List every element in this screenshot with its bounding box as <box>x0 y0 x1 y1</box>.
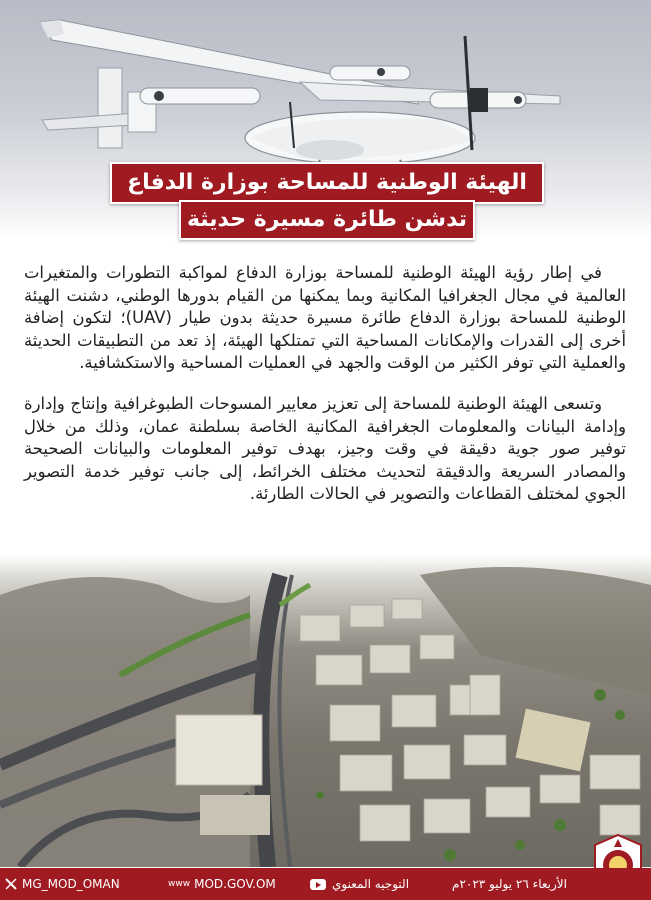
footer-bar <box>0 868 651 900</box>
aerial-city-illustration <box>0 555 651 867</box>
website-text: MOD.GOV.OM <box>194 877 276 891</box>
website-link[interactable] <box>168 868 276 900</box>
website-prefix: www <box>168 879 191 889</box>
article-paragraph-1: في إطار رؤية الهيئة الوطنية للمساحة بوزارة الدفاع لمواكبة التطورات والمتغيرات العالمية في مجال الجغرافيا المكانية وبما يمكنها من القيام بدورها الوطني، دشنت الهيئة الوطنية للمساحة بوزارة الدفاع طائرة مسيرة حديثة بدون طيار (UAV)؛ لتكون إضافة أخرى إلى القدرات والإمكانات المساحية التي تمتلكها الهيئة، إذ تعد من التطبيقات الحديثة والعملية التي توفر الكثير من الوقت والجهد في العمليات المساحية والاستكشافية. <box>24 263 627 373</box>
article-paragraph-2: وتسعى الهيئة الوطنية للمساحة إلى تعزيز معايير المسوحات الطبوغرافية وإنتاج وإدارة وإدامة البيانات والمعلومات الجغرافية المكانية الخاصة بسلطنة عمان، وذلك من خلال توفير صور جوية دقيقة في وقت وجيز، بهدف توفير المعلومات والبيانات الصحيحة والمصادر السريعة والدقيقة لتحديث مختلف الخرائط، إلى جانب توفير خدمة التصوير الجوي لمختلف القطاعات والتصوير في الحالات الطارئة. <box>24 393 626 504</box>
social-handle-text: MG_MOD_OMAN <box>22 877 120 891</box>
aerial-city-photo <box>0 555 651 867</box>
headline-line-2: تدشن طائرة مسيرة حديثة <box>179 200 475 240</box>
social-handle[interactable] <box>4 868 120 900</box>
channel-name: التوجيه المعنوي <box>332 877 410 891</box>
article-body <box>24 262 626 524</box>
headline-line-1: الهيئة الوطنية للمساحة بوزارة الدفاع <box>110 162 544 204</box>
publish-date: الأربعاء ٢٦ يوليو ٢٠٢٣م <box>452 877 567 891</box>
youtube-icon <box>310 879 326 890</box>
youtube-channel[interactable] <box>310 868 409 900</box>
x-logo-icon <box>4 877 18 891</box>
